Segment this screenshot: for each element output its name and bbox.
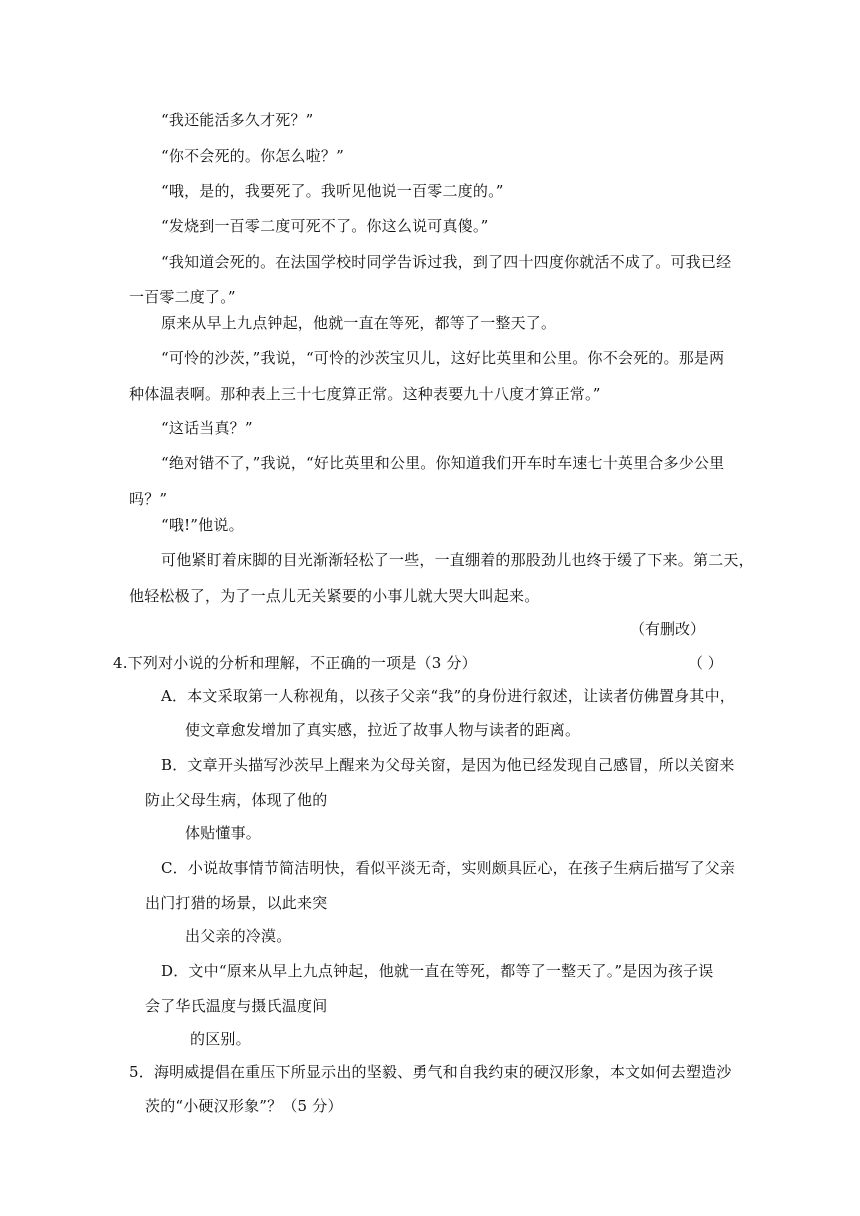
option-b-line-1: B．文章开头描写沙茨早上醒来为父母关窗，是因为他已经发现自己感冒，所以关窗来: [161, 756, 735, 774]
question-5-line-1: 5．海明威提倡在重压下所显示出的坚毅、勇气和自我约束的硬汉形象，本文如何去塑造沙: [129, 1063, 732, 1081]
source-note: （有删改）: [630, 620, 706, 638]
story-line: 可他紧盯着床脚的目光渐渐轻松了一些，一直绷着的那股劲儿也终于缓了下来。第二天，: [161, 551, 754, 569]
story-line: 一百零二度了。”: [129, 288, 236, 306]
story-line: “哦，是的，我要死了。我听见他说一百零二度的。”: [161, 182, 504, 200]
story-line: “这话当真？”: [161, 419, 253, 437]
option-d-line-1: D．文中“原来从早上九点钟起，他就一直在等死，都等了一整天了。”是因为孩子误: [161, 962, 714, 980]
option-c-line-1: C．小说故事情节简洁明快，看似平淡无奇，实则颇具匠心，在孩子生病后描写了父亲: [161, 859, 736, 877]
story-line: 种体温表啊。那种表上三十七度算正常。这种表要九十八度才算正常。”: [129, 385, 601, 403]
option-b-line-2: 防止父母生病，体现了他的: [145, 791, 328, 809]
option-c-line-2: 出门打猎的场景，以此来突: [145, 894, 328, 912]
answer-bracket: （ ）: [688, 654, 723, 672]
option-a-line-2: 使文章愈发增加了真实感，拉近了故事人物与读者的距离。: [185, 721, 581, 739]
option-d-line-2: 会了华氏温度与摄氏温度间: [145, 997, 328, 1015]
question-5-line-2: 茨的“小硬汉形象”？（5 分）: [145, 1097, 343, 1115]
option-b-line-3: 体贴懂事。: [185, 824, 262, 842]
story-line: “我知道会死的。在法国学校时同学告诉过我，到了四十四度你就活不成了。可我已经: [161, 253, 732, 271]
story-line: 吗？”: [129, 490, 168, 508]
option-a-line-1: A．本文采取第一人称视角，以孩子父亲“我”的身份进行叙述，让读者仿佛置身其中，: [161, 687, 735, 705]
option-c-line-3: 出父亲的冷漠。: [185, 927, 292, 945]
option-d-line-3: 的区别。: [190, 1030, 251, 1048]
story-line: 他轻松极了，为了一点儿无关紧要的小事儿就大哭大叫起来。: [129, 587, 540, 605]
question-stem: 4.下列对小说的分析和理解，不正确的一项是（3 分）: [113, 654, 477, 672]
story-line: “哦!”他说。: [161, 516, 244, 534]
story-line: “你不会死的。你怎么啦？”: [161, 147, 344, 165]
story-line: “绝对错不了，”我说，“好比英里和公里。你知道我们开车时车速七十英里合多少公里: [161, 454, 725, 472]
story-line: “我还能活多久才死？”: [161, 111, 314, 129]
story-line: “发烧到一百零二度可死不了。你这么说可真傻。”: [161, 217, 489, 235]
story-line: 原来从早上九点钟起，他就一直在等死，都等了一整天了。: [161, 314, 557, 332]
story-line: “可怜的沙茨，”我说，“可怜的沙茨宝贝儿，这好比英里和公里。你不会死的。那是两: [161, 349, 725, 367]
